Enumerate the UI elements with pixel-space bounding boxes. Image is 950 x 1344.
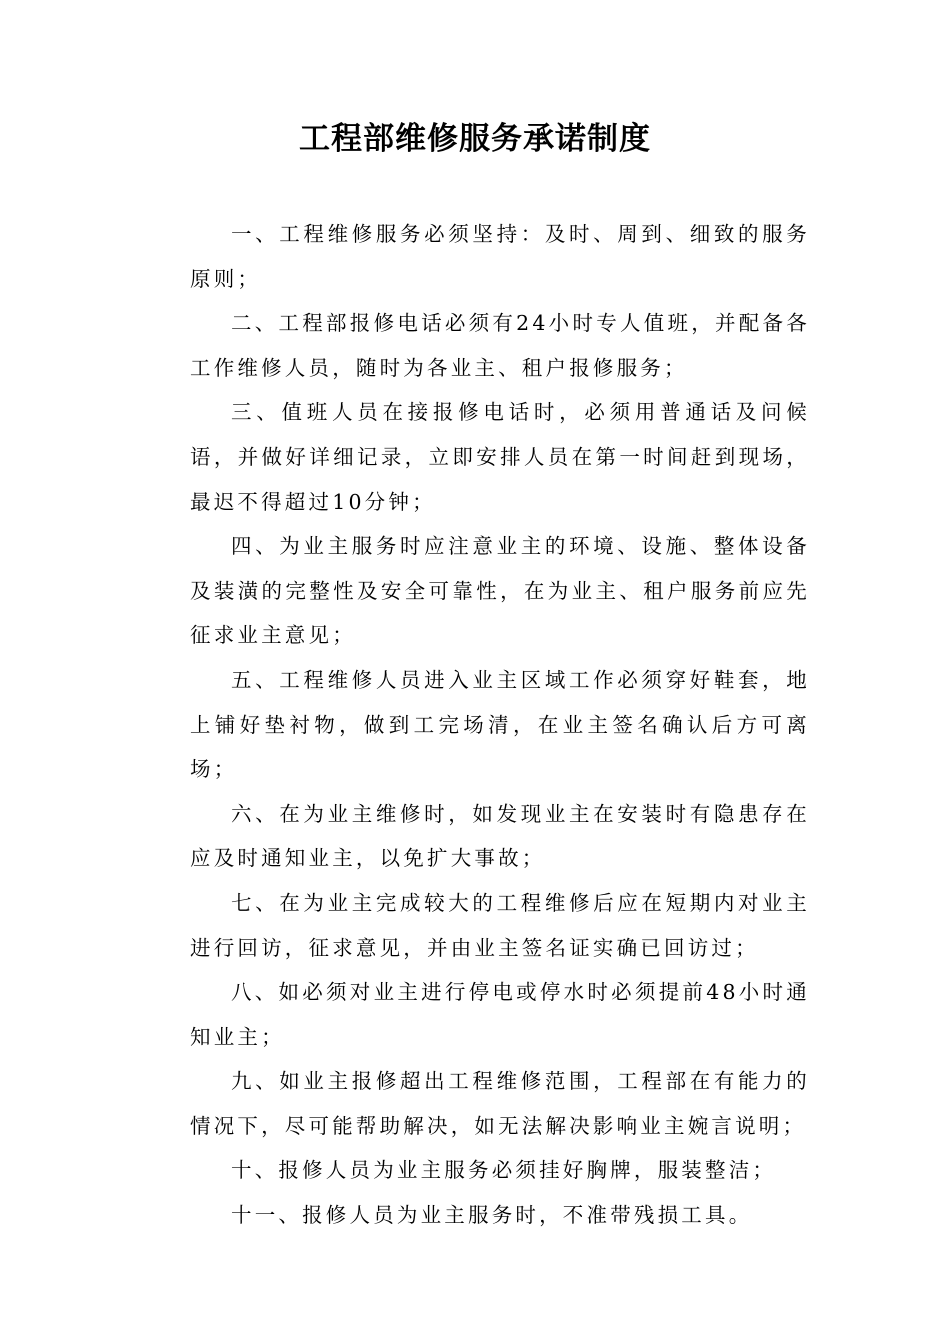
clause-3: 三、值班人员在接报修电话时，必须用普通话及问候语，并做好详细记录，立即安排人员在第一时间赶到现场，最迟不得超过10分钟； bbox=[190, 400, 810, 514]
clause-4: 四、为业主服务时应注意业主的环境、设施、整体设备及装潢的完整性及安全可靠性，在为业主、租户服务前应先征求业主意见； bbox=[190, 534, 810, 648]
clause-6: 六、在为业主维修时，如发现业主在安装时有隐患存在应及时通知业主，以免扩大事故； bbox=[190, 801, 810, 871]
clause-10: 十、报修人员为业主服务必须挂好胸牌，服装整洁； bbox=[231, 1158, 777, 1183]
clause-1: 一、工程维修服务必须坚持：及时、周到、细致的服务原则； bbox=[190, 222, 810, 291]
clause-9: 九、如业主报修超出工程维修范围，工程部在有能力的情况下，尽可能帮助解决，如无法解决影响业主婉言说明； bbox=[190, 1069, 810, 1138]
clause-2: 二、工程部报修电话必须有24小时专人值班，并配备各工作维修人员，随时为各业主、租户报修服务； bbox=[190, 311, 810, 380]
clause-8: 八、如必须对业主进行停电或停水时必须提前48小时通知业主； bbox=[190, 980, 810, 1049]
page-title: 工程部维修服务承诺制度 bbox=[299, 121, 651, 157]
clause-11: 十一、报修人员为业主服务时，不准带残损工具。 bbox=[231, 1203, 753, 1228]
clause-5: 五、工程维修人员进入业主区域工作必须穿好鞋套，地上铺好垫衬物，做到工完场清，在业主签名确认后方可离场； bbox=[190, 667, 810, 782]
document-body bbox=[190, 212, 810, 1238]
clause-7: 七、在为业主完成较大的工程维修后应在短期内对业主进行回访，征求意见，并由业主签名证实确已回访过； bbox=[190, 890, 810, 960]
